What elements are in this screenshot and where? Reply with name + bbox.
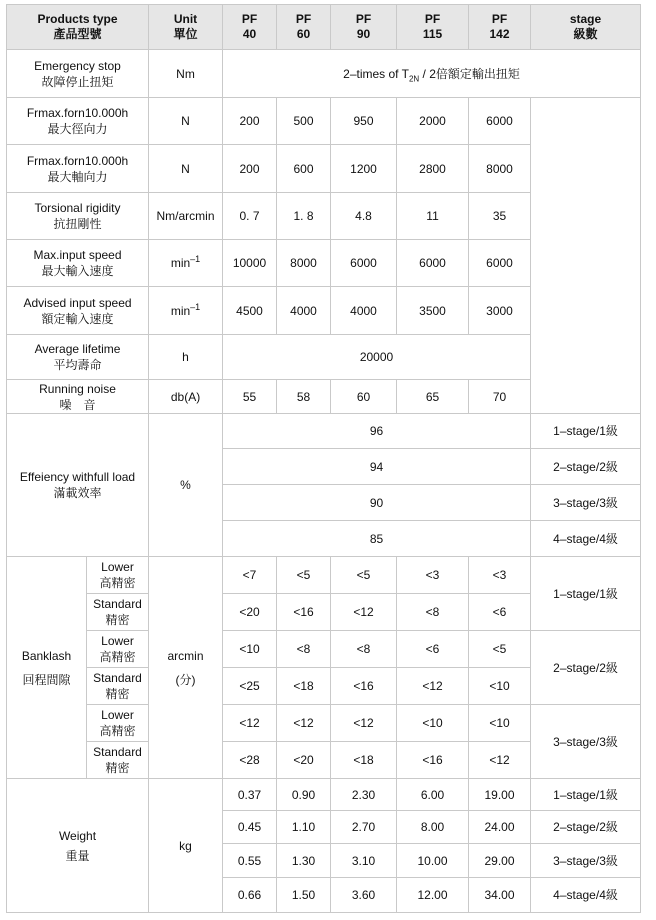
cell-value: <12 [331, 594, 397, 631]
unit-max-input-speed: $\min^{-1}$ [149, 240, 223, 287]
header-model-pf90: PF 90 [331, 5, 397, 50]
cell-value: <12 [223, 705, 277, 742]
label-frmax-axial: Frmax.forn10.000h 最大軸向力 [7, 145, 149, 193]
cell-value: 0. 7 [223, 193, 277, 240]
cell-value: <8 [277, 631, 331, 668]
stage-label: 2–stage/2級 [531, 811, 641, 844]
cell-value: 0.90 [277, 779, 331, 811]
cell-value: <8 [331, 631, 397, 668]
backlash-grade: Lower 高精密 [87, 557, 149, 594]
row-backlash-1 [7, 557, 641, 594]
cell-value: 1.30 [277, 844, 331, 878]
cell-value: <10 [469, 668, 531, 705]
row-backlash-3 [7, 631, 641, 668]
stage-label: 3–stage/3級 [531, 705, 641, 779]
unit-backlash: arcmin (分) [149, 557, 223, 779]
cell-value: 3.60 [331, 878, 397, 913]
cell-value: <16 [397, 742, 469, 779]
value-efficiency: 96 [223, 414, 531, 449]
cell-value: 0.37 [223, 779, 277, 811]
cell-value: 60 [331, 380, 397, 414]
cell-value: 6000 [469, 240, 531, 287]
row-backlash-5 [7, 705, 641, 742]
unit-running-noise: db(A) [149, 380, 223, 414]
value-average-lifetime: 20000 [223, 335, 531, 380]
cell-value: <18 [331, 742, 397, 779]
unit-frmax-axial: N [149, 145, 223, 193]
cell-value: <10 [469, 705, 531, 742]
stage-label: 4–stage/4級 [531, 878, 641, 913]
cell-value: 10000 [223, 240, 277, 287]
value-efficiency: 90 [223, 485, 531, 521]
cell-value: 1200 [331, 145, 397, 193]
cell-value: 6.00 [397, 779, 469, 811]
cell-value: <12 [397, 668, 469, 705]
label-running-noise: Running noise 噪 音 [7, 380, 149, 414]
cell-value: 55 [223, 380, 277, 414]
cell-value: 65 [397, 380, 469, 414]
cell-value: 70 [469, 380, 531, 414]
cell-value: 3.10 [331, 844, 397, 878]
header-model-pf60: PF 60 [277, 5, 331, 50]
cell-value: 6000 [397, 240, 469, 287]
cell-value: <12 [331, 705, 397, 742]
backlash-grade: Standard 精密 [87, 742, 149, 779]
stage-label: 2–stage/2級 [531, 631, 641, 705]
cell-value: 2000 [397, 98, 469, 145]
header-model-pf40: PF 40 [223, 5, 277, 50]
header-stage: stage 級數 [531, 5, 641, 50]
unit-average-lifetime: h [149, 335, 223, 380]
cell-value: <3 [397, 557, 469, 594]
value-efficiency: 94 [223, 449, 531, 485]
cell-value: 11 [397, 193, 469, 240]
cell-value: 1. 8 [277, 193, 331, 240]
label-frmax-radial: Frmax.forn10.000h 最大徑向力 [7, 98, 149, 145]
cell-value: <5 [277, 557, 331, 594]
unit-weight: kg [149, 779, 223, 913]
stage-empty-cell [531, 98, 641, 414]
backlash-grade: Lower 高精密 [87, 705, 149, 742]
label-average-lifetime: Average lifetime 平均壽命 [7, 335, 149, 380]
stage-label: 1–stage/1級 [531, 557, 641, 631]
label-weight: Weight 重量 [7, 779, 149, 913]
header-model-pf142: PF 142 [469, 5, 531, 50]
cell-value: 2.30 [331, 779, 397, 811]
cell-value: 950 [331, 98, 397, 145]
cell-value: 34.00 [469, 878, 531, 913]
cell-value: <10 [397, 705, 469, 742]
unit-efficiency: % [149, 414, 223, 557]
cell-value: 4500 [223, 287, 277, 335]
cell-value: 58 [277, 380, 331, 414]
unit-advised-input-speed: $\min^{-1}$ [149, 287, 223, 335]
stage-label: 2–stage/2級 [531, 449, 641, 485]
specification-table [6, 4, 641, 913]
cell-value: <12 [469, 742, 531, 779]
cell-value: <5 [331, 557, 397, 594]
row-efficiency-1 [7, 414, 641, 449]
cell-value: 0.45 [223, 811, 277, 844]
stage-label: 1–stage/1級 [531, 779, 641, 811]
stage-label: 3–stage/3級 [531, 485, 641, 521]
label-max-input-speed: Max.input speed 最大輸入速度 [7, 240, 149, 287]
unit-frmax-radial: N [149, 98, 223, 145]
cell-value: 4.8 [331, 193, 397, 240]
header-unit: Unit 單位 [149, 5, 223, 50]
cell-value: <5 [469, 631, 531, 668]
backlash-grade: Standard 精密 [87, 668, 149, 705]
stage-label: 4–stage/4級 [531, 521, 641, 557]
value-emergency-stop: 2–times of $T_{2N} / 2$倍額定輸出扭矩 [223, 50, 641, 98]
unit-emergency-stop: Nm [149, 50, 223, 98]
cell-value: 3500 [397, 287, 469, 335]
cell-value: 0.66 [223, 878, 277, 913]
cell-value: <16 [277, 594, 331, 631]
cell-value: 500 [277, 98, 331, 145]
header-row [7, 5, 641, 50]
value-efficiency: 85 [223, 521, 531, 557]
cell-value: 200 [223, 98, 277, 145]
spec-sheet [6, 4, 641, 913]
cell-value: 1.50 [277, 878, 331, 913]
label-backlash: Banklash 回程間隙 [7, 557, 87, 779]
unit-torsional-rigidity: Nm/arcmin [149, 193, 223, 240]
cell-value: 4000 [277, 287, 331, 335]
cell-value: 8000 [277, 240, 331, 287]
cell-value: <6 [397, 631, 469, 668]
cell-value: 6000 [331, 240, 397, 287]
cell-value: 8.00 [397, 811, 469, 844]
cell-value: 1.10 [277, 811, 331, 844]
cell-value: 8000 [469, 145, 531, 193]
backlash-grade: Standard 精密 [87, 594, 149, 631]
cell-value: 200 [223, 145, 277, 193]
cell-value: 2.70 [331, 811, 397, 844]
label-torsional-rigidity: Torsional rigidity 抗扭剛性 [7, 193, 149, 240]
stage-label: 1–stage/1級 [531, 414, 641, 449]
cell-value: <18 [277, 668, 331, 705]
cell-value: <12 [277, 705, 331, 742]
cell-value: <25 [223, 668, 277, 705]
row-frmax-radial [7, 98, 641, 145]
cell-value: <3 [469, 557, 531, 594]
cell-value: 6000 [469, 98, 531, 145]
cell-value: <8 [397, 594, 469, 631]
cell-value: 35 [469, 193, 531, 240]
label-emergency-stop: Emergency stop 故障停止扭矩 [7, 50, 149, 98]
cell-value: 19.00 [469, 779, 531, 811]
cell-value: 4000 [331, 287, 397, 335]
stage-label: 3–stage/3級 [531, 844, 641, 878]
cell-value: <20 [277, 742, 331, 779]
cell-value: <7 [223, 557, 277, 594]
cell-value: 600 [277, 145, 331, 193]
backlash-grade: Lower 高精密 [87, 631, 149, 668]
header-model-pf115: PF 115 [397, 5, 469, 50]
cell-value: 0.55 [223, 844, 277, 878]
label-efficiency: Effeiency withfull load 滿載效率 [7, 414, 149, 557]
cell-value: 3000 [469, 287, 531, 335]
header-products-type: Products type 產品型號 [7, 5, 149, 50]
cell-value: <10 [223, 631, 277, 668]
cell-value: 2800 [397, 145, 469, 193]
cell-value: <16 [331, 668, 397, 705]
label-advised-input-speed: Advised input speed 額定輸入速度 [7, 287, 149, 335]
row-weight-1 [7, 779, 641, 811]
cell-value: <6 [469, 594, 531, 631]
row-emergency-stop [7, 50, 641, 98]
cell-value: 10.00 [397, 844, 469, 878]
cell-value: 12.00 [397, 878, 469, 913]
cell-value: <20 [223, 594, 277, 631]
cell-value: <28 [223, 742, 277, 779]
cell-value: 29.00 [469, 844, 531, 878]
cell-value: 24.00 [469, 811, 531, 844]
